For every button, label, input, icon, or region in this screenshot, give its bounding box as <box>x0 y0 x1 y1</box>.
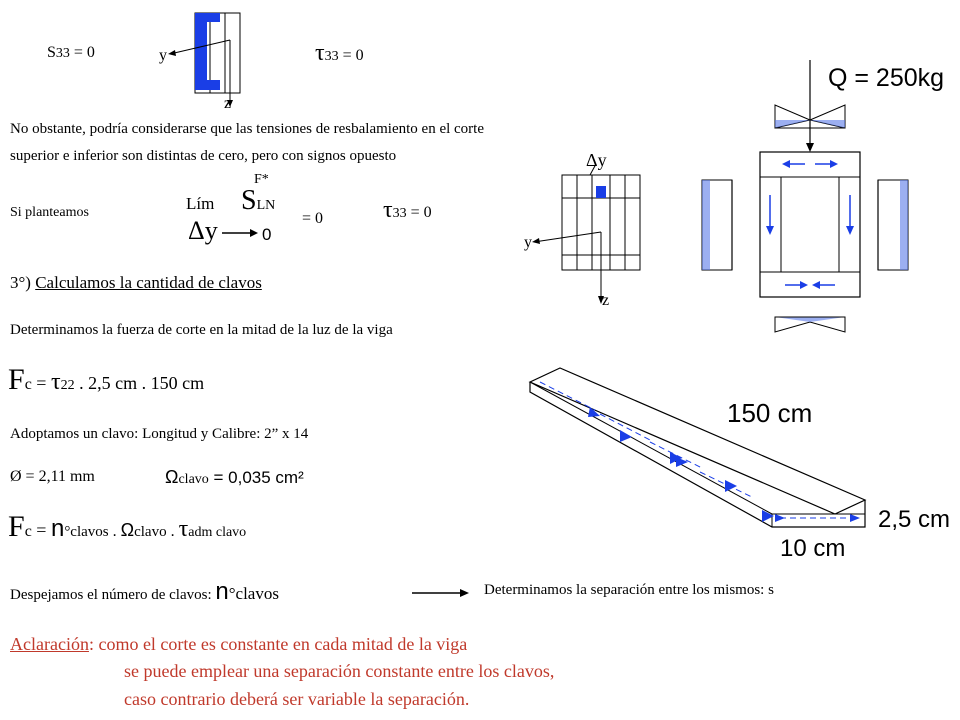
beam-3d-diagram <box>520 362 880 542</box>
fc-formula-2: Fc = n°clavos . Ωclavo . τadm clavo <box>8 510 247 543</box>
clarification-line-2: se puede emplear una separación constante entre los clavos, <box>124 661 555 681</box>
section-3-heading: 3°) Calculamos la cantidad de clavos <box>10 273 262 292</box>
limit-eq: = 0 <box>302 210 324 227</box>
delta-y-diagram: Δy <box>586 150 607 170</box>
limit-zero: 0 <box>262 225 272 244</box>
y-axis-label-2: y <box>524 234 532 251</box>
y-axis-label: y <box>159 47 167 64</box>
paragraph-line-1: No obstante, podría considerarse que las tensiones de resbalamiento en el corte <box>10 121 485 137</box>
s33-expression: S33 = 0 <box>47 44 95 61</box>
beam-length-label: 150 cm <box>727 398 813 428</box>
beam-width-label: 10 cm <box>780 535 846 562</box>
limit-arrow <box>222 226 262 240</box>
nail-adopted-text: Adoptamos un clavo: Longitud y Calibre: 2” x 14 <box>10 426 309 442</box>
nail-diameter: Ø = 2,11 mm <box>10 468 95 485</box>
clarification-line-1: Aclaración: como el corte es constante en cada mitad de la viga <box>10 634 468 654</box>
q-load-label: Q = 250kg <box>828 64 945 92</box>
clarification-line-3: caso contrario deberá ser variable la separación. <box>124 689 470 709</box>
f-star: F* <box>254 172 269 187</box>
section-diagram-middle <box>520 150 630 310</box>
z-axis-label: z <box>224 95 232 112</box>
solve-nails-text: Despejamos el número de clavos: n°clavos <box>10 578 279 605</box>
nail-area: Ωclavo = 0,035 cm² <box>165 467 304 487</box>
limit-intro: Si planteamos <box>10 205 89 220</box>
beam-height-label: 2,5 cm <box>878 506 951 533</box>
cross-section-load-diagram <box>690 60 960 345</box>
delta-y-label: Δy <box>188 216 218 245</box>
implies-arrow <box>412 586 472 600</box>
determine-spacing-text: Determinamos la separación entre los mismos: s <box>484 582 774 598</box>
paragraph-line-2: superior e inferior son distintas de cero, pero con signos opuesto <box>10 148 397 164</box>
tau33-limit: τ33 = 0 <box>383 197 432 223</box>
shear-force-text: Determinamos la fuerza de corte en la mitad de la luz de la viga <box>10 322 393 338</box>
tau33-expression: τ33 = 0 <box>315 40 364 66</box>
z-axis-label-2: z <box>602 292 610 309</box>
fc-formula-1: Fc = τ22 . 2,5 cm . 150 cm <box>8 363 205 396</box>
s-ln: SLN <box>241 185 276 216</box>
lim-label: Lím <box>186 194 215 213</box>
